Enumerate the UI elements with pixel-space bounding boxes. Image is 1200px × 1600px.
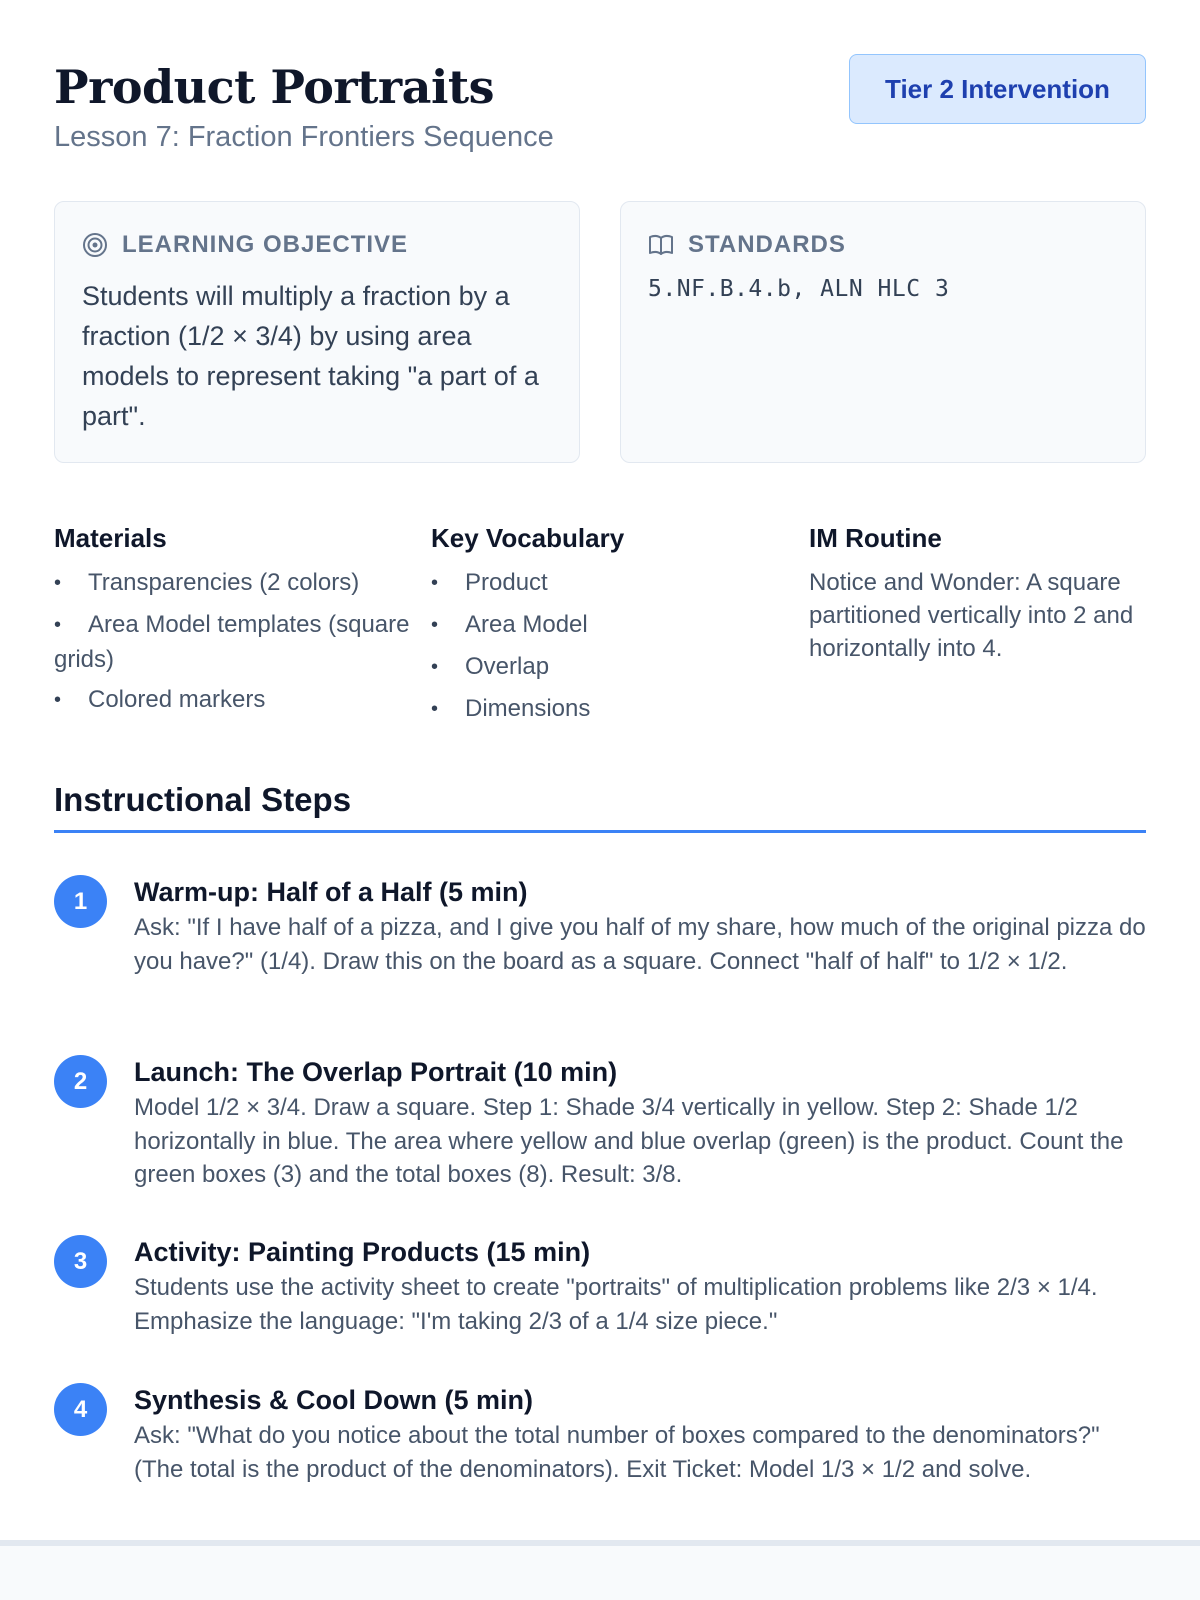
standards-label: STANDARDS [688,231,846,258]
step-number-badge: 3 [54,1235,107,1288]
learning-objective-text: Students will multiply a fraction by a fraction (1/2 × 3/4) by using area models to represent taking "a part of a part". [82,281,539,431]
list-item [54,566,414,601]
standards-card [620,201,1146,463]
info-cards [54,201,1146,463]
step-title: Launch: The Overlap Portrait (10 min) [134,1057,618,1087]
materials-section [54,520,414,725]
list-item [54,683,414,718]
page-title: Product Portraits [54,60,495,114]
vocabulary-item: Product [465,569,548,596]
lesson-details [54,520,1146,730]
materials-title: Materials [54,523,167,553]
list-item [431,566,791,601]
lesson-header [54,54,1146,214]
bullet-icon [54,608,88,643]
step-text: Model 1/2 × 3/4. Draw a square. Step 1: Shade 3/4 vertically in yellow. Step 2: Shade 1/2 horizontally in blue. The area where yellow and blue overlap (green) is the product. Count the green boxes (3) and the total boxes (8). Result: 3/8. [134,1094,1124,1188]
routine-title: IM Routine [809,523,942,553]
vocabulary-item: Overlap [465,653,550,680]
routine-text: Notice and Wonder: A square partitioned vertically into 2 and horizontally into 4. [809,569,1134,662]
footer-bar [0,1540,1200,1600]
bullet-icon [431,650,465,685]
learning-objective-label: LEARNING OBJECTIVE [122,231,409,258]
routine-section [809,520,1146,665]
list-item [431,608,791,643]
list-item [54,608,414,676]
step-title: Activity: Painting Products (15 min) [134,1237,591,1267]
vocabulary-title: Key Vocabulary [431,523,625,553]
step-text: Ask: "If I have half of a pizza, and I give you half of my share, how much of the original pizza do you have?" (1/4). Draw this on the board as a square. Connect "half of half" to 1/2 × 1/2. [134,914,1146,975]
step-title: Synthesis & Cool Down (5 min) [134,1385,534,1415]
step-title: Warm-up: Half of a Half (5 min) [134,877,528,907]
bullet-icon [54,566,88,601]
step-number-badge: 1 [54,875,107,928]
vocabulary-section [431,520,791,734]
vocabulary-list [431,566,791,727]
standards-header [648,230,1118,260]
tier-badge: Tier 2 Intervention [849,54,1146,124]
materials-item: Colored markers [88,686,266,713]
step-body [134,1235,1146,1338]
learning-objective-card [54,201,580,463]
steps-divider [54,830,1146,833]
list-item [431,650,791,685]
step-text: Students use the activity sheet to create "portraits" of multiplication problems like 2/3 × 1/4. Emphasize the language: "I'm taking 2/3 of a 1/4 size piece." [134,1274,1098,1335]
step-text: Ask: "What do you notice about the total number of boxes compared to the denominators?" (The total is the product of the denominators). Exit Ticket: Model 1/3 × 1/2 and solve. [134,1422,1100,1483]
step-body [134,875,1146,978]
step-body [134,1383,1146,1486]
bullet-icon [431,566,465,601]
target-icon [82,232,108,258]
vocabulary-item: Area Model [465,611,588,638]
learning-objective-header [82,230,552,260]
step-number-badge: 4 [54,1383,107,1436]
list-item [431,692,791,727]
materials-item: Transparencies (2 colors) [88,569,360,596]
standards-text: 5.NF.B.4.b, ALN HLC 3 [648,276,950,302]
materials-list [54,566,414,718]
steps-heading: Instructional Steps [54,781,352,818]
book-icon [648,232,674,258]
page-subtitle: Lesson 7: Fraction Frontiers Sequence [54,121,554,153]
materials-item: Area Model templates (square grids) [54,611,410,673]
bullet-icon [54,683,88,718]
bullet-icon [431,692,465,727]
bullet-icon [431,608,465,643]
vocabulary-item: Dimensions [465,695,591,722]
step-number-badge: 2 [54,1055,107,1108]
step-body [134,1055,1146,1192]
